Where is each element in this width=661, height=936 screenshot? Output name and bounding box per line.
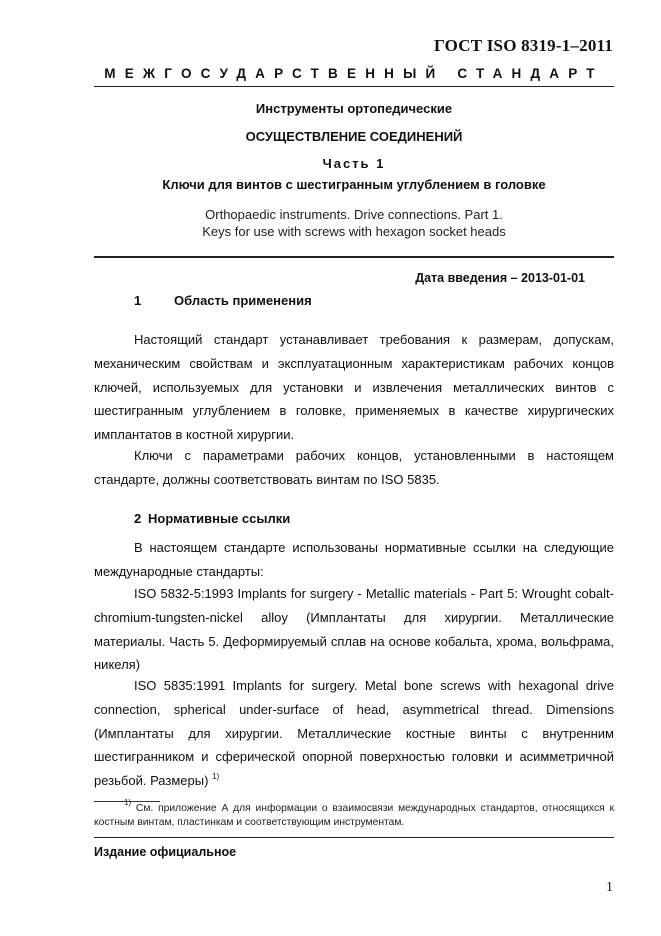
english-title-line-1: Orthopaedic instruments. Drive connections. Part 1. <box>205 207 503 222</box>
section-title: Область применения <box>174 293 312 308</box>
part-label: Часть 1 <box>322 156 386 171</box>
normative-reference <box>94 674 614 793</box>
section-number: 1 <box>134 293 142 308</box>
introduction-date: Дата введения – 2013-01-01 <box>415 271 585 285</box>
gost-code: ГОСТ ISO 8319-1–2011 <box>434 36 613 55</box>
edition-label: Издание официальное <box>94 845 237 859</box>
paragraph: В настоящем стандарте использованы нормативные ссылки на следующие международные стандарты: <box>94 540 614 579</box>
standard-type: МЕЖГОСУДАРСТВЕННЫЙ СТАНДАРТ <box>104 66 604 81</box>
edition-divider <box>94 837 614 838</box>
footnote-text: См. приложение А для информации о взаимосвязи международных стандартов, относящихся к костным винтам, пластинкам и соответствующим инструментам. <box>94 803 614 828</box>
normative-reference: ISO 5832-5:1993 Implants for surgery - Metallic materials - Part 5: Wrought cobalt-chromium-tungsten-nickel alloy (Имплантаты для хирургии. Металлические материалы. Часть 5. Деформируемый сплав на основе кобальта, хрома, вольфрама, никеля) <box>94 586 614 673</box>
page-number: 1 <box>606 880 613 895</box>
footnote-marker: 1) <box>124 798 132 807</box>
english-title <box>94 206 614 240</box>
paragraph: Настоящий стандарт устанавливает требования к размерам, допускам, механическим свойствам и эксплуатационным характеристикам рабочих концов ключей, используемых для установки и извлечения металлических винтов с шестигранным углублением в головке, применяемых в качестве хирургических имплантатов в костной хирургии. <box>94 332 614 443</box>
section-number: 2 <box>134 511 142 526</box>
footnote <box>94 798 614 830</box>
header-divider <box>94 256 614 258</box>
english-title-line-2: Keys for use with screws with hexagon socket heads <box>202 224 506 239</box>
section-title: Нормативные ссылки <box>148 511 291 526</box>
document-title: ОСУЩЕСТВЛЕНИЕ СОЕДИНЕНИЙ <box>245 129 463 144</box>
top-divider <box>94 86 614 87</box>
footnote-reference: 1) <box>212 772 220 782</box>
reference-text: ISO 5835:1991 Implants for surgery. Metal bone screws with hexagonal drive connection, spherical under-surface of head, asymmetrical thread. Dimensions (Имплантаты для хирургии. Металлические костные винты с внутренним шестигранником и сферической опорной поверхностью головки и асимметричной резьбой. Размеры) <box>94 678 614 789</box>
part-title: Ключи для винтов с шестигранным углублением в головке <box>162 177 546 192</box>
document-subtitle: Инструменты ортопедические <box>255 101 453 116</box>
paragraph: Ключи с параметрами рабочих концов, установленными в настоящем стандарте, должны соответствовать винтам по ISO 5835. <box>94 448 614 487</box>
